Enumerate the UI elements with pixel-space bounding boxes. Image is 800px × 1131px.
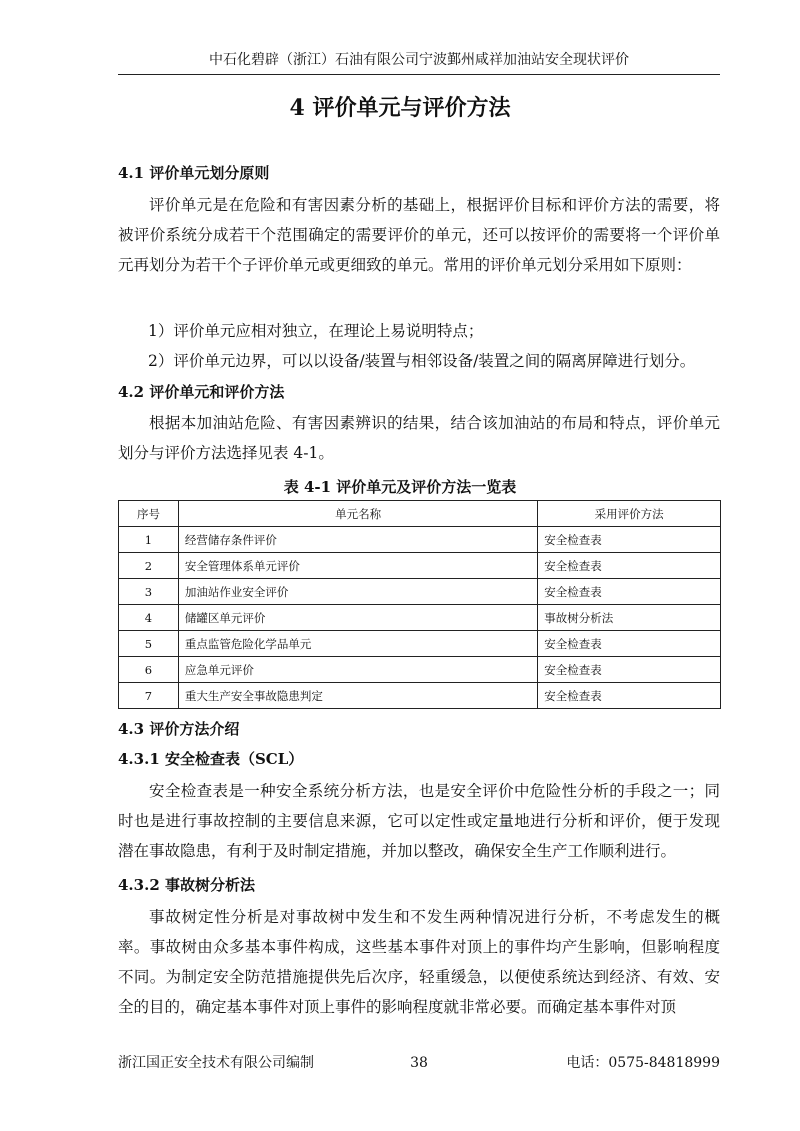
page-footer bbox=[118, 1051, 720, 1075]
section-4-3-2-paragraph: 事故树定性分析是对事故树中发生和不发生两种情况进行分析，不考虑发生的概率。事故树由众多基本事件构成，这些基本事件对顶上的事件均产生影响，但影响程度不同。为制定安全防范措施提供先后次序，轻重缓急，以便使系统达到经济、有效、安全的目的，确定基本事件对顶上事件的影响程度就非常必要。而确定基本事件对顶 bbox=[118, 908, 720, 1016]
row-no: 2 bbox=[119, 553, 179, 579]
principle-item-1: 1）评价单元应相对独立，在理论上易说明特点； bbox=[148, 322, 484, 340]
row-no: 4 bbox=[119, 605, 179, 631]
evaluation-units-table bbox=[118, 500, 721, 709]
row-method: 安全检查表 bbox=[538, 579, 721, 605]
footer-company: 浙江国正安全技术有限公司编制 bbox=[118, 1055, 314, 1071]
section-4-3-2-heading: 4.3.2 事故树分析法 bbox=[118, 876, 255, 894]
row-method: 事故树分析法 bbox=[538, 605, 721, 631]
row-method: 安全检查表 bbox=[538, 683, 721, 709]
table-row bbox=[119, 553, 721, 579]
row-unit-name: 经营储存条件评价 bbox=[178, 527, 537, 553]
section-4-1-heading: 4.1 评价单元划分原则 bbox=[118, 164, 270, 182]
row-no: 5 bbox=[119, 631, 179, 657]
row-no: 6 bbox=[119, 657, 179, 683]
table-header-row bbox=[119, 501, 721, 527]
row-unit-name: 重大生产安全事故隐患判定 bbox=[178, 683, 537, 709]
header-unit-name: 单元名称 bbox=[178, 501, 537, 527]
section-4-2-paragraph: 根据本加油站危险、有害因素辨识的结果，结合该加油站的布局和特点，评价单元划分与评价方法选择见表 4-1。 bbox=[118, 414, 720, 462]
header-no: 序号 bbox=[119, 501, 179, 527]
section-4-3-heading: 4.3 评价方法介绍 bbox=[118, 720, 240, 738]
row-unit-name: 加油站作业安全评价 bbox=[178, 579, 537, 605]
footer-phone: 电话：0575-84818999 bbox=[566, 1055, 720, 1071]
table-row bbox=[119, 683, 721, 709]
row-unit-name: 安全管理体系单元评价 bbox=[178, 553, 537, 579]
row-method: 安全检查表 bbox=[538, 657, 721, 683]
table-caption: 表 4-1 评价单元及评价方法一览表 bbox=[283, 478, 517, 496]
table-row bbox=[119, 605, 721, 631]
row-no: 1 bbox=[119, 527, 179, 553]
principle-item-2: 2）评价单元边界，可以以设备/装置与相邻设备/装置之间的隔离屏障进行划分。 bbox=[148, 352, 696, 370]
section-4-3-1-heading: 4.3.1 安全检查表（SCL） bbox=[118, 750, 304, 768]
header-method: 采用评价方法 bbox=[538, 501, 721, 527]
row-unit-name: 储罐区单元评价 bbox=[178, 605, 537, 631]
section-4-2-heading: 4.2 评价单元和评价方法 bbox=[118, 383, 285, 401]
table-row bbox=[119, 631, 721, 657]
row-unit-name: 应急单元评价 bbox=[178, 657, 537, 683]
table-row bbox=[119, 657, 721, 683]
section-4-1-paragraph: 评价单元是在危险和有害因素分析的基础上，根据评价目标和评价方法的需要，将被评价系统分成若干个范围确定的需要评价的单元，还可以按评价的需要将一个评价单元再划分为若干个子评价单元或更细致的单元。常用的评价单元划分采用如下原则： bbox=[118, 196, 720, 274]
row-unit-name: 重点监管危险化学品单元 bbox=[178, 631, 537, 657]
table-row bbox=[119, 527, 721, 553]
header-title: 中石化碧辟（浙江）石油有限公司宁波鄞州咸祥加油站安全现状评价 bbox=[209, 52, 629, 68]
table-row bbox=[119, 579, 721, 605]
row-method: 安全检查表 bbox=[538, 527, 721, 553]
page-header bbox=[118, 46, 720, 75]
row-method: 安全检查表 bbox=[538, 631, 721, 657]
footer-page-number: 38 bbox=[410, 1055, 428, 1071]
row-no: 7 bbox=[119, 683, 179, 709]
section-4-3-1-paragraph: 安全检查表是一种安全系统分析方法，也是安全评价中危险性分析的手段之一；同时也是进行事故控制的主要信息来源，它可以定性或定量地进行分析和评价，便于发现潜在事故隐患，有利于及时制定措施，并加以整改，确保安全生产工作顺利进行。 bbox=[118, 782, 720, 860]
row-method: 安全检查表 bbox=[538, 553, 721, 579]
chapter-title: 4 评价单元与评价方法 bbox=[289, 95, 511, 121]
row-no: 3 bbox=[119, 579, 179, 605]
